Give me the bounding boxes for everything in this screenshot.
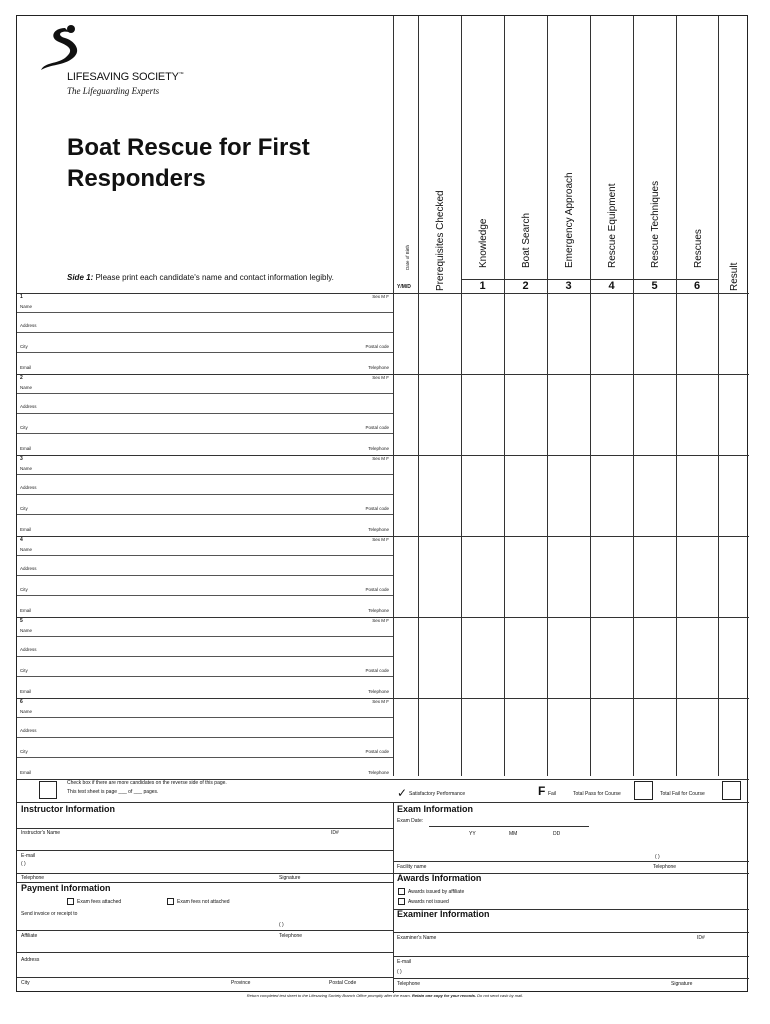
name-label: Name (20, 466, 33, 471)
name-field[interactable] (17, 555, 393, 556)
org-logo (35, 24, 205, 104)
email-label: Email (20, 446, 32, 451)
candidate-row-separator (17, 617, 749, 618)
col-header-result: Result (729, 262, 740, 291)
affiliate-label: Affiliate (21, 933, 38, 939)
instructor-line-1 (17, 828, 393, 829)
payment-city-label: City (21, 980, 30, 986)
city-field[interactable] (17, 433, 393, 434)
dob-header: Date of Birth (405, 244, 410, 270)
instructor-phone-parens: ( ) (21, 861, 26, 867)
postal-code-label: Postal code (365, 749, 389, 754)
telephone-label: Telephone (368, 689, 389, 694)
candidate-block (17, 536, 393, 617)
city-field[interactable] (17, 595, 393, 596)
examiner-phone-parens: ( ) (397, 969, 402, 975)
candidate-block (17, 455, 393, 536)
email-label: Email (20, 770, 32, 775)
address-label: Address (20, 647, 37, 652)
reverse-note-2: This test sheet is page ___ of ___ pages. (67, 789, 159, 795)
address-field[interactable] (17, 575, 393, 576)
fees-attached-checkbox[interactable] (67, 898, 74, 905)
exam-fees-attached-option[interactable]: Exam fees attached (67, 898, 121, 905)
payment-info-title: Payment Information (21, 883, 111, 893)
email-label: Email (20, 608, 32, 613)
exam-info-title: Exam Information (397, 804, 474, 814)
address-field[interactable] (17, 413, 393, 414)
address-label: Address (20, 404, 37, 409)
payment-address-label: Address (21, 957, 40, 963)
col-header-rescue-equipment: Rescue Equipment (607, 183, 618, 268)
org-name: LIFESAVING SOCIETY™ (67, 71, 184, 83)
candidate-row-separator (17, 455, 749, 456)
candidate-block (17, 374, 393, 455)
fail-legend: Fail (548, 791, 557, 797)
candidate-number: 2 (20, 375, 23, 381)
name-field[interactable] (17, 474, 393, 475)
sex-field[interactable]: Sex M F (372, 537, 389, 542)
candidate-block (17, 293, 393, 374)
instructor-email-label: E-mail (21, 853, 36, 859)
city-label: City (20, 587, 28, 592)
examiner-signature-label: Signature (671, 981, 693, 987)
instructor-signature-label: Signature (279, 875, 301, 881)
address-field[interactable] (17, 332, 393, 333)
col-header-rescue-techniques: Rescue Techniques (650, 180, 661, 268)
total-fail-box[interactable] (722, 781, 741, 800)
name-label: Name (20, 709, 33, 714)
name-field[interactable] (17, 636, 393, 637)
address-label: Address (20, 323, 37, 328)
name-field[interactable] (17, 312, 393, 313)
more-candidates-checkbox[interactable] (39, 781, 57, 799)
city-field[interactable] (17, 352, 393, 353)
city-label: City (20, 668, 28, 673)
exam-date-mm: MM (509, 831, 518, 837)
city-field[interactable] (17, 514, 393, 515)
col-num-5: 5 (651, 280, 658, 292)
facility-name-label: Facility name (397, 864, 427, 870)
candidate-block (17, 698, 393, 779)
examiner-id-label: ID# (697, 935, 705, 941)
name-field[interactable] (17, 717, 393, 718)
postal-code-label: Postal code (365, 344, 389, 349)
telephone-label: Telephone (368, 770, 389, 775)
city-label: City (20, 506, 28, 511)
payment-line-3 (17, 977, 393, 978)
fail-letter: F (538, 784, 546, 798)
name-label: Name (20, 385, 33, 390)
total-pass-box[interactable] (634, 781, 653, 800)
test-sheet (16, 15, 748, 992)
col-header-boat-search: Boat Search (521, 212, 532, 268)
candidate-row-separator (17, 374, 749, 375)
sex-field[interactable]: Sex M F (372, 294, 389, 299)
send-invoice-label: Send invoice or receipt to (21, 911, 78, 917)
telephone-label: Telephone (368, 365, 389, 370)
examiner-name-label: Examiner's Name (397, 935, 437, 941)
payment-postal-label: Postal Code (329, 980, 357, 986)
examiner-line-2 (393, 956, 749, 957)
candidate-block (17, 617, 393, 698)
examiner-info-title: Examiner Information (397, 909, 490, 919)
awards-issued-checkbox[interactable] (398, 888, 405, 895)
examiner-email-label: E-mail (397, 959, 412, 965)
name-label: Name (20, 304, 33, 309)
awards-not-issued-option[interactable]: Awards not issued (398, 898, 449, 905)
instructor-id-label: ID# (331, 830, 339, 836)
candidate-number: 5 (20, 618, 23, 624)
address-label: Address (20, 485, 37, 490)
candidate-number: 6 (20, 699, 23, 705)
instructor-info-title: Instructor Information (21, 804, 115, 814)
exam-date-yy: YY (469, 831, 476, 837)
col-header-knowledge: Knowledge (478, 218, 489, 268)
fees-not-attached-checkbox[interactable] (167, 898, 174, 905)
col-num-3: 3 (565, 280, 572, 292)
address-field[interactable] (17, 494, 393, 495)
city-label: City (20, 344, 28, 349)
prereq-header: Prerequisites Checked (435, 190, 446, 291)
candidate-number: 1 (20, 294, 23, 300)
total-pass-label: Total Pass for Course (573, 791, 621, 797)
payment-line-2 (17, 952, 393, 953)
total-fail-label: Total Fail for Course (660, 791, 705, 797)
dob-format: Y/M/D (397, 284, 411, 290)
address-field[interactable] (17, 737, 393, 738)
examiner-telephone-label: Telephone (397, 981, 421, 987)
payment-phone-parens: ( ) (279, 922, 284, 928)
awards-info-title: Awards Information (397, 873, 482, 883)
postal-code-label: Postal code (365, 587, 389, 592)
satisfactory-legend: Satisfactory Performance (409, 791, 466, 797)
exam-date-line (429, 826, 589, 827)
telephone-label: Telephone (368, 527, 389, 532)
affiliate-telephone-label: Telephone (279, 933, 303, 939)
col-num-4: 4 (608, 280, 615, 292)
email-label: Email (20, 527, 32, 532)
awards-issued-option[interactable]: Awards issued by affiliate (398, 888, 464, 895)
exam-fees-not-attached-option[interactable]: Exam fees not attached (167, 898, 230, 905)
candidate-row-separator (17, 698, 749, 699)
email-label: Email (20, 689, 32, 694)
sex-field[interactable]: Sex M F (372, 456, 389, 461)
telephone-label: Telephone (368, 446, 389, 451)
city-field[interactable] (17, 676, 393, 677)
facility-telephone-label: Telephone (653, 864, 677, 870)
facility-line (393, 861, 749, 862)
instructor-line-2 (17, 850, 393, 851)
col-num-6: 6 (693, 280, 701, 292)
col-num-1: 1 (479, 280, 486, 292)
info-divider (393, 802, 394, 993)
awards-not-issued-checkbox[interactable] (398, 898, 405, 905)
city-label: City (20, 425, 28, 430)
address-label: Address (20, 566, 37, 571)
name-field[interactable] (17, 393, 393, 394)
telephone-label: Telephone (368, 608, 389, 613)
instructor-name-label: Instructor's Name (21, 830, 61, 836)
instructor-line-3 (17, 873, 393, 874)
payment-province-label: Province (231, 980, 251, 986)
org-tagline: The Lifeguarding Experts (67, 86, 160, 96)
email-label: Email (20, 365, 32, 370)
info-section-rule (17, 802, 749, 803)
examiner-line-1 (393, 932, 749, 933)
postal-code-label: Postal code (365, 506, 389, 511)
examiner-line-3 (393, 978, 749, 979)
sex-field[interactable]: Sex M F (372, 699, 389, 704)
lifesaver-swirl-icon (35, 24, 95, 72)
postal-code-label: Postal code (365, 425, 389, 430)
city-field[interactable] (17, 757, 393, 758)
exam-date-dd: DD (553, 831, 561, 837)
payment-line-1 (17, 930, 393, 931)
col-header-emergency-approach: Emergency Approach (564, 172, 575, 268)
col-num-2: 2 (522, 280, 529, 292)
reverse-note-1: Check box if there are more candidates on the reverse side of this page. (67, 780, 227, 786)
name-label: Name (20, 547, 33, 552)
name-label: Name (20, 628, 33, 633)
address-field[interactable] (17, 656, 393, 657)
return-instructions: Return completed test sheet to the Lifesaving Society Branch Office promptly after the exam. Retain one copy for your records. Do not send cash by mail. (246, 993, 524, 998)
candidate-number: 4 (20, 537, 23, 543)
postal-code-label: Postal code (365, 668, 389, 673)
sex-field[interactable]: Sex M F (372, 618, 389, 623)
sex-field[interactable]: Sex M F (372, 375, 389, 380)
candidate-row-separator (17, 536, 749, 537)
side-instruction: Side 1: Please print each candidate's name and contact information legibly. (67, 273, 334, 282)
exam-date-label: Exam Date: (397, 818, 424, 824)
checkmark-icon: ✓ (397, 786, 408, 800)
col-header-rescues: Rescues (693, 229, 704, 268)
candidate-number: 3 (20, 456, 23, 462)
exam-phone-parens: ( ) (655, 854, 660, 860)
instructor-telephone-label: Telephone (21, 875, 45, 881)
page-title: Boat Rescue for First Responders (67, 134, 310, 192)
city-label: City (20, 749, 28, 754)
address-label: Address (20, 728, 37, 733)
